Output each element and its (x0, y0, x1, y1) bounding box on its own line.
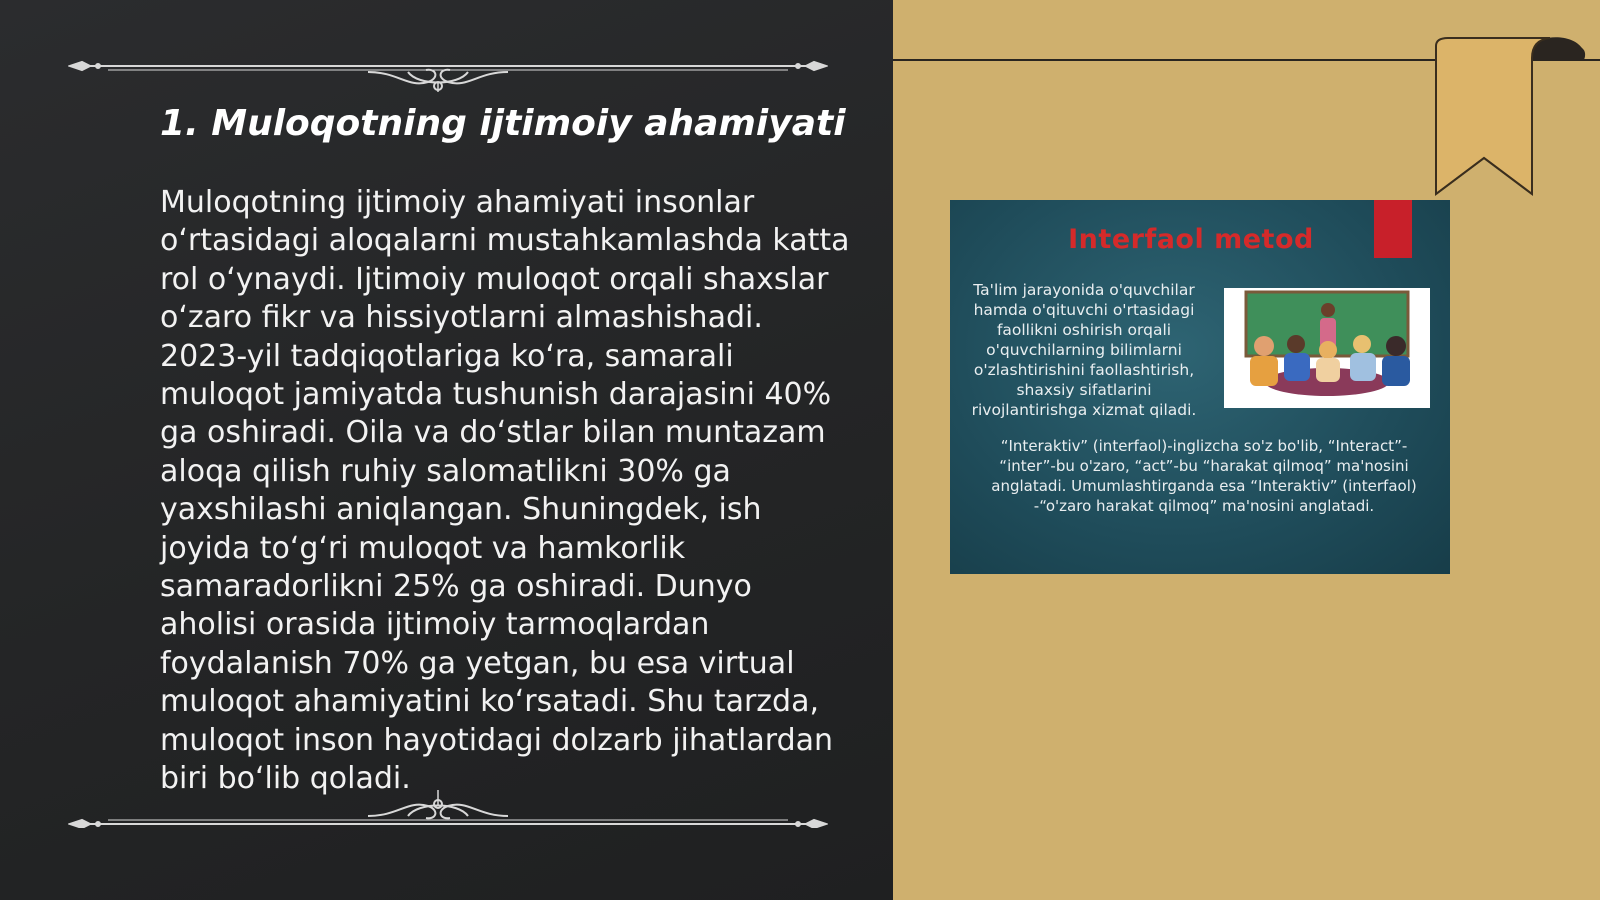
slide-title: 1. Muloqotning ijtimoiy ahamiyati (160, 103, 846, 144)
card-title: Interfaol metod (1068, 224, 1314, 255)
card-note: “Interaktiv” (interfaol)-inglizcha so'z bo'lib, “Interact”- “inter”-bu o'zaro, “act”-bu “harakat qilmoq” ma'nosini anglatadi. Umumlashtirganda esa “Interaktiv” (interfaol) -“o'zaro harakat qilmoq” ma'nosini anglatadi. (991, 437, 1417, 515)
ornamental-divider-top-icon (68, 42, 828, 92)
card-paragraph: Ta'lim jarayonida o'quvchilar hamda o'qituvchi o'rtasidagi faollikni oshirish orqali o'quvchilarning bilimlarni o'zlashtirishini faollashtirish, shaxsiy sifatlarini rivojlantirishga xizmat qiladi. (971, 281, 1197, 419)
ornamental-divider-bottom-icon (68, 778, 828, 828)
embedded-image-card (950, 200, 1450, 574)
slide-body-text: Muloqotning ijtimoiy ahamiyati insonlar oʻrtasidagi aloqalarni mustahkamlashda katta rol oʻynaydi. Ijtimoiy muloqot orqali shaxslar oʻzaro fikr va hissiyotlarni almashishadi. 2023-yil tadqiqotlariga koʻra, samarali muloqot jamiyatda tushunish darajasini 40% ga oshiradi. Oila va doʻstlar bilan muntazam aloqa qilish ruhiy salomatlikni 30% ga yaxshilashi aniqlangan. Shuningdek, ish joyida toʻgʻri muloqot va hamkorlik samaradorlikni 25% ga oshiradi. Dunyo aholisi orasida ijtimoiy tarmoqlardan foydalanish 70% ga yetgan, bu esa virtual muloqot ahamiyatini koʻrsatadi. Shu tarzda, muloqot inson hayotidagi dolzarb jihatlardan biri boʻlib qoladi. (160, 185, 850, 797)
classroom-illustration-icon (1224, 288, 1430, 408)
bookmark-ribbon-icon (1432, 34, 1600, 200)
